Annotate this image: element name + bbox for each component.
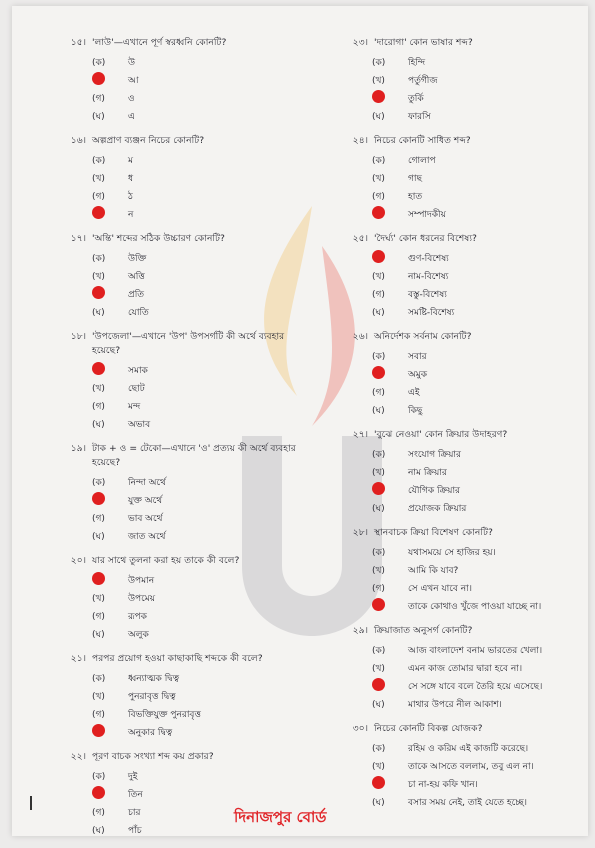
question-line [42,134,312,148]
question-number: ২৮। [352,527,368,538]
answer-option[interactable] [92,415,312,433]
option-label: (ক) [92,673,106,684]
red-dot-icon [92,206,105,219]
option-list [42,249,312,321]
selected-answer-dot-icon [372,598,398,614]
question-number: ২৪। [352,135,368,146]
option-text: পর্তুগীজ [408,75,438,86]
selected-answer-dot-icon [92,206,118,222]
question-line [42,554,312,568]
answer-option[interactable] [92,491,312,509]
option-text: তুর্কি [408,93,424,104]
option-list [330,53,592,125]
option-text: ছোট [128,383,145,394]
option-label: (গ) [372,289,385,300]
option-text: প্রতি [128,289,145,300]
question-text: যার সাথে তুলনা করা হয় তাকে কী বলে? [92,555,240,566]
question-number: ১৯। [70,443,86,454]
answer-option[interactable] [372,641,592,659]
question-number: ২৬। [352,331,368,342]
question-number: ২৩। [352,37,368,48]
question-text: স্থানবাচক ক্রিয়া বিশেষণ কোনটি? [374,527,493,538]
answer-option[interactable] [372,303,592,321]
option-label: (খ) [372,663,385,674]
answer-option[interactable] [372,659,592,677]
selected-answer-dot-icon [372,482,398,498]
answer-option[interactable] [372,151,592,169]
selected-answer-dot-icon [372,206,398,222]
option-text: ম [128,155,133,166]
selected-answer-dot-icon [92,492,118,508]
option-label: (খ) [372,467,385,478]
option-text: রূপক [128,611,147,622]
selected-answer-dot-icon [92,286,118,302]
red-dot-icon [92,72,105,85]
option-label: (ঘ) [92,307,105,318]
selected-answer-dot-icon [372,90,398,106]
option-label: (ক) [372,547,386,558]
option-label: (গ) [92,401,105,412]
option-label: (ঘ) [372,503,385,514]
option-text: যুক্ত অর্থে [128,495,163,506]
question [330,134,592,223]
option-text: প্রযোজক ক্রিয়ার [408,503,467,514]
option-text: গোলাপ [408,155,436,166]
red-dot-icon [372,250,385,263]
option-label: (ক) [372,57,386,68]
option-label: (ক) [92,771,106,782]
answer-option[interactable] [92,89,312,107]
option-label: (ঘ) [372,111,385,122]
option-label: (ঘ) [92,419,105,430]
option-text: আজ বাংলাদেশ বনাম ভারতের খেলা। [408,645,543,656]
question-number: ১৬। [70,135,86,146]
option-text: সংযোগ ক্রিয়ার [408,449,461,460]
option-label: (ঘ) [92,531,105,542]
answer-option[interactable] [372,187,592,205]
answer-option[interactable] [92,607,312,625]
option-text: সে সঙ্গে যাবে বলে তৈরি হয়ে এসেছে। [408,681,543,692]
question-line [42,232,312,246]
question-text: পূরণ বাচক সংখ্যা শব্দ কয় প্রকার? [92,751,214,762]
answer-option[interactable] [372,267,592,285]
question-text: অল্পপ্রাণ ব্যঞ্জন নিচের কোনটি? [92,135,205,146]
option-label: (ক) [92,477,106,488]
option-text: এই [408,387,420,398]
question-text: ক্রিয়াজাত অনুসর্গ কোনটি? [374,625,473,636]
option-list [330,739,592,811]
option-label: (ঘ) [372,797,385,808]
question-line [42,36,312,50]
option-text: ধ্বন্যাত্মক দ্বিত্ব [128,673,180,684]
option-label: (খ) [92,691,105,702]
question-text: 'বুঝে নেওয়া' কোন ক্রিয়ার উদাহরণ? [374,429,508,440]
selected-answer-dot-icon [372,678,398,694]
answer-option[interactable] [372,365,592,383]
question-line [330,36,592,50]
answer-option[interactable] [92,249,312,267]
option-text: মন্দ [128,401,141,412]
left-question-column [42,36,312,848]
option-list [330,543,592,615]
option-text: মাথার উপরে নীল আকাশ। [408,699,502,710]
answer-option[interactable] [92,473,312,491]
answer-option[interactable] [372,543,592,561]
board-label: দিনাজপুর বোর্ড [234,808,327,826]
answer-option[interactable] [92,379,312,397]
option-label: (গ) [92,709,105,720]
answer-option[interactable] [372,347,592,365]
option-text: গাছ [408,173,422,184]
option-label: (খ) [92,173,105,184]
answer-option[interactable] [92,53,312,71]
option-label: (খ) [92,593,105,604]
question [42,134,312,223]
question [42,652,312,741]
option-label: (ক) [372,449,386,460]
option-label: (ঘ) [372,699,385,710]
option-text: অমুক [408,369,428,380]
question-line [42,750,312,764]
margin-mark [30,796,32,810]
answer-option[interactable] [92,285,312,303]
question-number: ২৯। [352,625,368,636]
option-label: (ক) [372,351,386,362]
option-label: (খ) [372,271,385,282]
red-dot-icon [92,786,105,799]
option-text: অভাব [128,419,151,430]
answer-option[interactable] [372,695,592,713]
option-text: ও [128,93,135,104]
answer-option[interactable] [92,205,312,223]
option-text: নাম-বিশেষ্য [408,271,449,282]
option-label: (খ) [372,173,385,184]
selected-answer-dot-icon [372,250,398,266]
option-list [42,361,312,433]
answer-option[interactable] [92,187,312,205]
option-text: অনুকার দ্বিত্ব [128,727,173,738]
option-text: নিন্দা অর্থে [128,477,166,488]
option-list [330,641,592,713]
question-number: ১৮। [70,331,86,342]
option-text: ধ [128,173,134,184]
selected-answer-dot-icon [92,362,118,378]
answer-option[interactable] [92,509,312,527]
selected-answer-dot-icon [372,776,398,792]
option-text: জাত অর্থে [128,531,166,542]
option-label: (ঘ) [372,307,385,318]
answer-option[interactable] [372,481,592,499]
option-label: (ঘ) [92,825,105,836]
question-line [330,526,592,540]
option-text: গুণ-বিশেষ্য [408,253,449,264]
answer-option[interactable] [372,775,592,793]
question-number: ২২। [70,751,86,762]
answer-option[interactable] [92,527,312,545]
option-text: উপমেয় [128,593,156,604]
option-label: (গ) [92,513,105,524]
question-text: অনির্দেশক সর্বনাম কোনটি? [374,331,472,342]
exam-page [12,6,588,836]
answer-option[interactable] [92,267,312,285]
red-dot-icon [92,286,105,299]
answer-option[interactable] [372,169,592,187]
answer-option[interactable] [372,383,592,401]
question-line [42,442,312,470]
option-label: (খ) [92,271,105,282]
answer-option[interactable] [92,303,312,321]
answer-option[interactable] [372,89,592,107]
option-text: ঠ [128,191,133,202]
option-list [330,249,592,321]
red-dot-icon [92,362,105,375]
option-text: ফারসি [408,111,431,122]
option-text: অলুক [128,629,149,640]
red-dot-icon [372,678,385,691]
option-list [42,473,312,545]
question [42,554,312,643]
answer-option[interactable] [372,107,592,125]
option-text: চার [128,807,141,818]
question [330,232,592,321]
red-dot-icon [372,366,385,379]
answer-option[interactable] [92,397,312,415]
option-list [330,445,592,517]
question-number: ২১। [70,653,86,664]
answer-option[interactable] [372,561,592,579]
answer-option[interactable] [372,499,592,517]
option-text: তাকে কোথাও খুঁজে পাওয়া যাচ্ছে না। [408,601,542,612]
red-dot-icon [372,206,385,219]
option-text: পুনরাবৃত্ত দ্বিত্ব [128,691,176,702]
question [330,624,592,713]
option-list [330,347,592,419]
right-question-column [330,36,592,820]
answer-option[interactable] [92,571,312,589]
red-dot-icon [92,724,105,737]
question [330,526,592,615]
answer-option[interactable] [372,205,592,223]
selected-answer-dot-icon [92,572,118,588]
option-text: এ [128,111,135,122]
answer-option[interactable] [92,705,312,723]
answer-option[interactable] [92,361,312,379]
red-dot-icon [372,598,385,611]
red-dot-icon [92,572,105,585]
question-line [330,722,592,736]
option-label: (খ) [372,75,385,86]
option-list [42,53,312,125]
answer-option[interactable] [92,767,312,785]
selected-answer-dot-icon [372,366,398,382]
option-label: (খ) [372,761,385,772]
option-text: উক্তি [128,253,147,264]
option-label: (খ) [92,383,105,394]
answer-option[interactable] [92,625,312,643]
option-label: (ক) [372,645,386,656]
question-number: ৩০। [352,723,368,734]
red-dot-icon [92,492,105,505]
option-text: যোতি [128,307,149,318]
answer-option[interactable] [372,53,592,71]
option-text: সমাক [128,365,148,376]
answer-option[interactable] [92,169,312,187]
answer-option[interactable] [372,71,592,89]
option-text: যথাসময়ে সে হাজির হয়। [408,547,496,558]
option-label: (গ) [92,191,105,202]
answer-option[interactable] [372,249,592,267]
question [42,442,312,545]
option-label: (খ) [372,565,385,576]
question-line [330,232,592,246]
option-text: রহিম ও করিম এই কাজটি করেছে। [408,743,529,754]
question-line [42,330,312,358]
selected-answer-dot-icon [92,786,118,802]
option-text: বসার সময় নেই, তাই যেতে হচ্ছে। [408,797,527,808]
option-text: ভাব অর্থে [128,513,163,524]
answer-option[interactable] [372,739,592,757]
answer-option[interactable] [372,463,592,481]
option-text: এমন কাজ তোমার দ্বারা হবে না। [408,663,523,674]
option-text: হিন্দি [408,57,426,68]
question [42,36,312,125]
question-line [330,428,592,442]
option-text: তাকে আসতে বললাম, তবু এল না। [408,761,534,772]
question-text: 'দৈর্ঘ্য' কোন ধরনের বিশেষ্য? [374,233,477,244]
question-number: ১৫। [70,37,86,48]
red-dot-icon [372,776,385,789]
question-number: ১৭। [70,233,86,244]
answer-option[interactable] [372,401,592,419]
option-label: (গ) [92,93,105,104]
question-text: পরপর প্রয়োগ হওয়া কাছাকাছি শব্দকে কী বলে? [92,653,263,664]
answer-option[interactable] [92,723,312,741]
option-label: (গ) [372,583,385,594]
question [42,330,312,433]
answer-option[interactable] [92,785,312,803]
selected-answer-dot-icon [92,72,118,88]
answer-option[interactable] [372,793,592,811]
question-text: 'উপজেলা'—এখানে 'উপ' উপসর্গটি কী অর্থে ব্যবহার হয়েছে? [92,331,285,356]
option-text: ন [128,209,134,220]
option-text: নাম ক্রিয়ার [408,467,447,478]
option-text: হাত [408,191,423,202]
answer-option[interactable] [372,445,592,463]
option-text: যৌগিক ক্রিয়ার [408,485,461,496]
option-text: বিভক্তিযুক্ত পুনরাবৃত্ত [128,709,201,720]
question-line [330,134,592,148]
option-label: (ক) [372,155,386,166]
option-text: দুই [128,771,138,782]
question [42,232,312,321]
question-text: 'অন্তি' শব্দের সঠিক উচ্চারণ কোনটি? [92,233,225,244]
answer-option[interactable] [92,589,312,607]
answer-option[interactable] [92,151,312,169]
option-list [42,151,312,223]
option-list [42,571,312,643]
option-text: অত্তি [128,271,145,282]
answer-option[interactable] [372,597,592,615]
question-text: টাক + ও = টেকো—এখানে 'ও' প্রত্যয় কী অর্থে ব্যবহার হয়েছে? [92,443,296,468]
option-list [330,151,592,223]
answer-option[interactable] [372,677,592,695]
option-label: (ঘ) [372,405,385,416]
answer-option[interactable] [92,71,312,89]
answer-option[interactable] [372,285,592,303]
option-text: সম্পাদকীয় [408,209,446,220]
option-text: তিন [128,789,143,800]
option-label: (ঘ) [92,629,105,640]
question-line [330,330,592,344]
option-label: (গ) [92,807,105,818]
red-dot-icon [372,90,385,103]
question-line [42,652,312,666]
option-label: (ক) [92,57,106,68]
question-number: ২৭। [352,429,368,440]
option-text: সবার [408,351,427,362]
answer-option[interactable] [372,579,592,597]
option-text: বস্তু-বিশেষ্য [408,289,447,300]
option-label: (গ) [92,611,105,622]
question-number: ২৫। [352,233,368,244]
answer-option[interactable] [92,669,312,687]
option-label: (গ) [372,387,385,398]
answer-option[interactable] [92,107,312,125]
question-text: নিচের কোনটি বিকল্প যোজক? [374,723,483,734]
red-dot-icon [372,482,385,495]
answer-option[interactable] [92,687,312,705]
option-label: (গ) [372,191,385,202]
option-text: সমষ্টি-বিশেষ্য [408,307,455,318]
option-text: কিছু [408,405,423,416]
option-label: (ক) [372,743,386,754]
option-label: (ক) [92,253,106,264]
option-text: চা না-হয় কফি খান। [408,779,478,790]
option-text: উ [128,57,136,68]
option-text: উপমান [128,575,155,586]
question [330,36,592,125]
question-line [330,624,592,638]
option-text: পাঁচ [128,825,142,836]
option-text: আ [128,75,139,86]
question-text: 'দারোগা' কোন ভাষার শব্দ? [374,37,473,48]
option-text: আমি কি যাব? [408,565,459,576]
option-label: (ঘ) [92,111,105,122]
question [330,428,592,517]
option-list [42,669,312,741]
question [330,330,592,419]
option-text: সে এখন যাবে না। [408,583,472,594]
question-number: ২০। [70,555,86,566]
question [330,722,592,811]
option-label: (ক) [92,155,106,166]
selected-answer-dot-icon [92,724,118,740]
question-text: নিচের কোনটি সাধিত শব্দ? [374,135,471,146]
answer-option[interactable] [372,757,592,775]
question-text: 'লাউ'—এখানে পূর্ণ স্বরধ্বনি কোনটি? [92,37,227,48]
